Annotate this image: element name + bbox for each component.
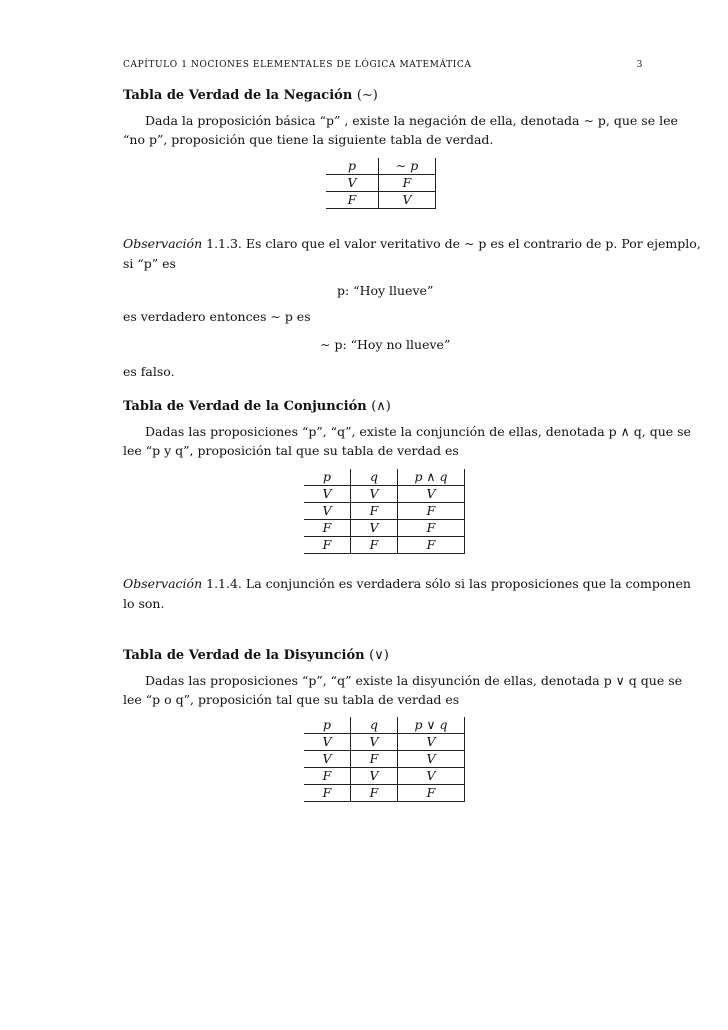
disjunction-para-line2: lee “p o q”, proposición tal que su tabla de verdad es	[123, 692, 460, 707]
negation-para-line2: “no p”, proposición que tiene la siguiente tabla de verdad.	[123, 132, 494, 147]
table-row	[304, 503, 465, 520]
negation-symbol: (∼)	[356, 88, 378, 103]
table-cell: V	[304, 503, 351, 520]
disjunction-col-header: q	[351, 717, 398, 734]
observation-text: La conjunción es verdadera sólo si las proposiciones que la componen	[245, 576, 691, 591]
observation-label: Observación	[123, 576, 203, 591]
disjunction-truth-table	[304, 717, 465, 802]
observation-113-line1	[123, 236, 701, 251]
table-row	[304, 734, 465, 751]
table-cell: V	[398, 768, 465, 785]
table-row	[304, 768, 465, 785]
table-cell: F	[326, 192, 379, 209]
example-proposition-p: p: “Hoy llueve”	[337, 283, 434, 298]
table-cell: F	[351, 537, 398, 554]
table-cell: F	[304, 785, 351, 802]
table-cell: V	[304, 751, 351, 768]
conjunction-symbol: (∧)	[371, 399, 391, 414]
table-cell: V	[398, 486, 465, 503]
negation-title-text: Tabla de Verdad de la Negación	[123, 88, 353, 103]
table-row	[304, 751, 465, 768]
table-cell: V	[398, 734, 465, 751]
conjunction-truth-table	[304, 469, 465, 554]
table-row	[304, 537, 465, 554]
table-cell: V	[326, 175, 379, 192]
table-cell: F	[304, 520, 351, 537]
observation-114-line1	[123, 576, 691, 591]
table-cell: V	[351, 520, 398, 537]
example-proposition-not-p: ∼ p: “Hoy no llueve”	[320, 337, 451, 352]
running-header	[123, 60, 643, 76]
disjunction-col-header: p ∨ q	[398, 717, 465, 734]
table-cell: F	[398, 537, 465, 554]
observation-113-end: es falso.	[123, 364, 175, 379]
table-cell: V	[304, 486, 351, 503]
table-cell: V	[379, 192, 436, 209]
disjunction-symbol: (∨)	[369, 648, 389, 663]
table-cell: V	[351, 486, 398, 503]
negation-para-line1: Dada la proposición básica “p” , existe la negación de ella, denotada ∼ p, que se lee	[145, 113, 678, 128]
table-row	[304, 520, 465, 537]
negation-col-header: ∼ p	[379, 158, 436, 175]
conjunction-col-header: q	[351, 469, 398, 486]
disjunction-para-line1: Dadas las proposiciones “p”, “q” existe la disyunción de ellas, denotada p ∨ q que se	[145, 673, 683, 688]
observation-number: 1.1.4.	[206, 576, 242, 591]
table-cell: F	[351, 751, 398, 768]
disjunction-col-header: p	[304, 717, 351, 734]
negation-truth-table	[326, 158, 436, 209]
observation-number: 1.1.3.	[206, 236, 242, 251]
observation-114-line2: lo son.	[123, 596, 165, 611]
table-cell: F	[398, 785, 465, 802]
conjunction-col-header: p	[304, 469, 351, 486]
table-cell: V	[351, 734, 398, 751]
table-cell: F	[398, 520, 465, 537]
observation-113-line2: si “p” es	[123, 256, 176, 271]
table-row	[304, 785, 465, 802]
observation-113-middle: es verdadero entonces ∼ p es	[123, 309, 311, 324]
conjunction-section-title	[123, 399, 391, 414]
table-cell: V	[304, 734, 351, 751]
table-cell: F	[351, 785, 398, 802]
disjunction-section-title	[123, 648, 389, 663]
table-row	[326, 175, 436, 192]
table-row	[304, 486, 465, 503]
chapter-title: CAPÍTULO 1 NOCIONES ELEMENTALES DE LÓGICA MATEMÁTICA	[123, 60, 472, 70]
page-number: 3	[636, 60, 643, 70]
table-cell: V	[351, 768, 398, 785]
table-cell: F	[351, 503, 398, 520]
table-cell: F	[379, 175, 436, 192]
negation-col-header: p	[326, 158, 379, 175]
negation-section-title	[123, 88, 378, 103]
disjunction-title-text: Tabla de Verdad de la Disyunción	[123, 648, 365, 663]
table-cell: F	[398, 503, 465, 520]
conjunction-para-line1: Dadas las proposiciones “p”, “q”, existe la conjunción de ellas, denotada p ∧ q, que se	[145, 424, 691, 439]
conjunction-col-header: p ∧ q	[398, 469, 465, 486]
conjunction-title-text: Tabla de Verdad de la Conjunción	[123, 399, 367, 414]
conjunction-para-line2: lee “p y q”, proposición tal que su tabla de verdad es	[123, 443, 459, 458]
table-cell: V	[398, 751, 465, 768]
observation-text: Es claro que el valor veritativo de ∼ p es el contrario de p. Por ejemplo,	[245, 236, 701, 251]
observation-label: Observación	[123, 236, 203, 251]
table-cell: F	[304, 537, 351, 554]
table-row	[326, 192, 436, 209]
table-cell: F	[304, 768, 351, 785]
